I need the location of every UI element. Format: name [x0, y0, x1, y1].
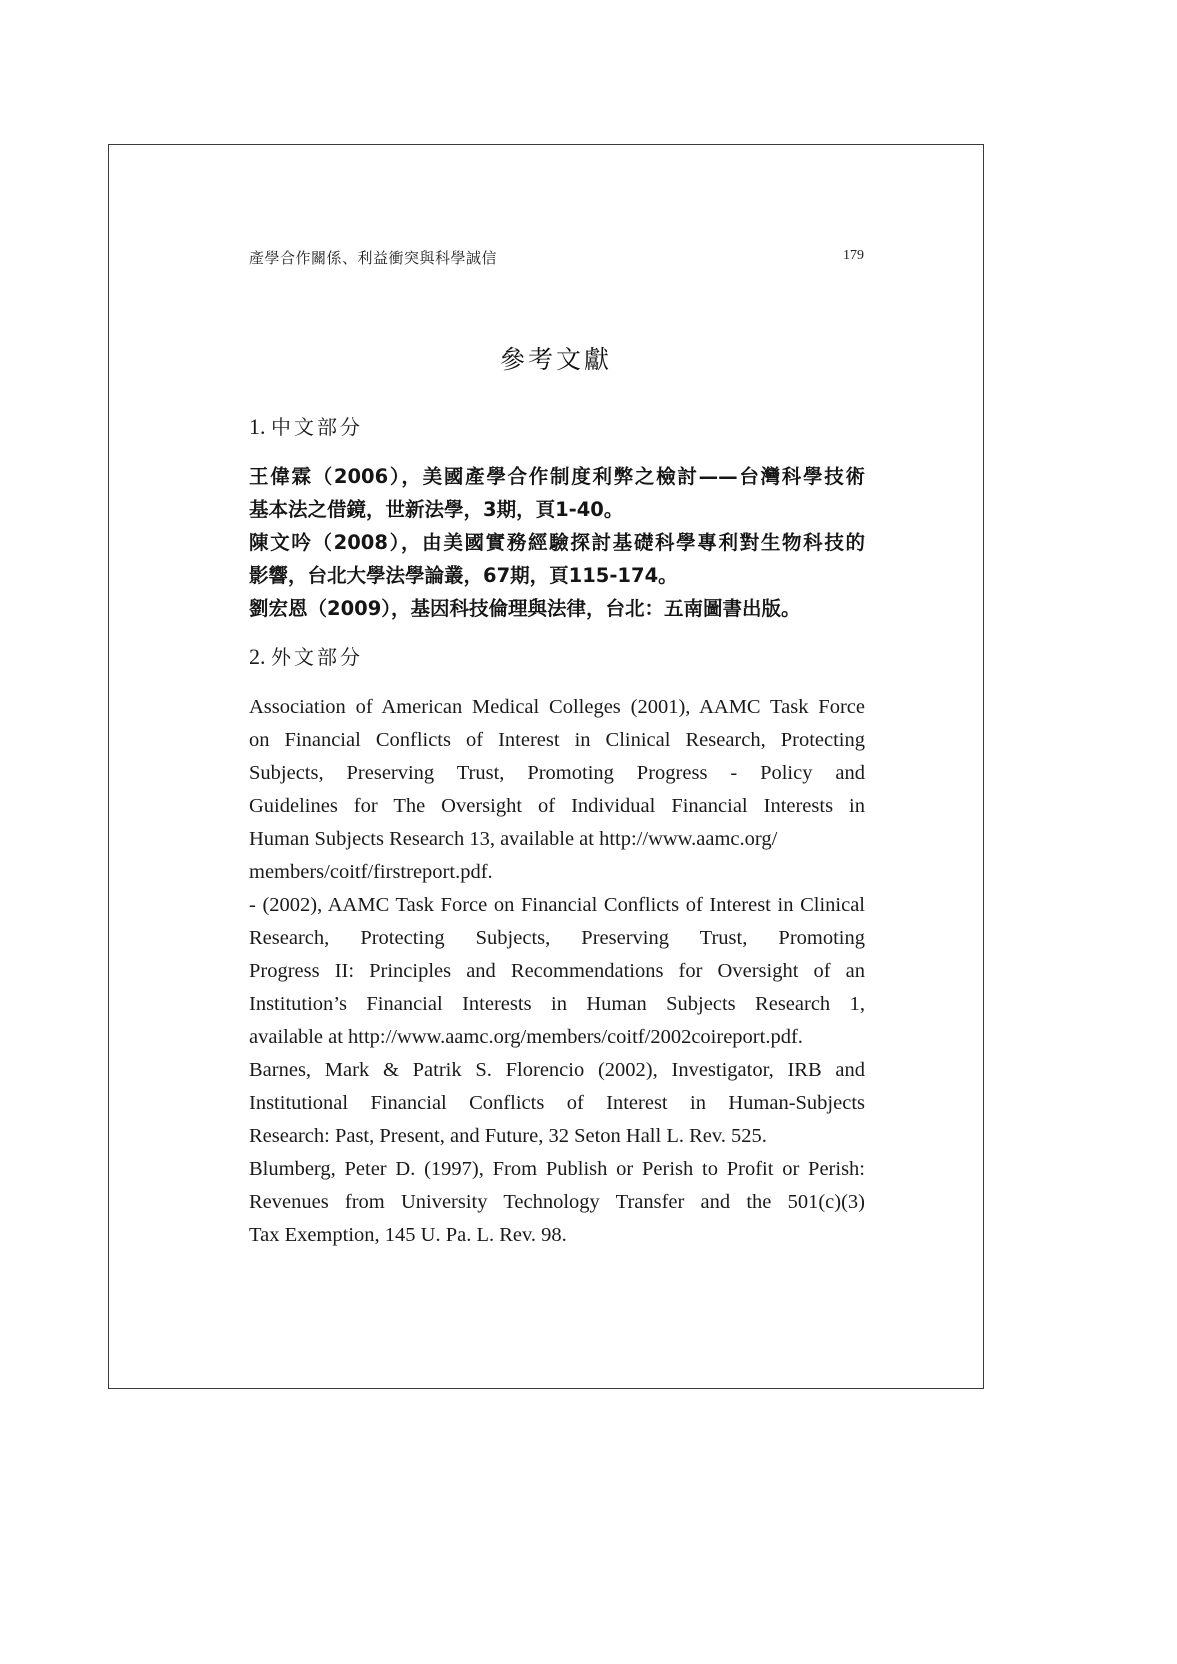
reference-line: Tax Exemption, 145 U. Pa. L. Rev. 98.	[249, 1224, 567, 1246]
reference-line: Barnes, Mark & Patrik S. Florencio (2002), Investigator, IRB and	[249, 1059, 865, 1081]
reference-line: Human Subjects Research 13, available at http://www.aamc.org/	[249, 828, 778, 850]
reference-line: Revenues from University Technology Transfer and the 501(c)(3)	[249, 1191, 865, 1213]
reference-item	[249, 526, 865, 592]
reference-line: on Financial Conflicts of Interest in Clinical Research, Protecting	[249, 729, 865, 751]
reference-line: members/coitf/firstreport.pdf.	[249, 861, 493, 883]
reference-line: - (2002), AAMC Task Force on Financial Conflicts of Interest in Clinical	[249, 894, 865, 916]
reference-item	[249, 592, 865, 625]
reference-line: 劉宏恩（2009），基因科技倫理與法律，台北：五南圖書出版。	[249, 597, 801, 620]
page-number: 179	[843, 248, 864, 263]
section-title: 外文部分	[271, 645, 363, 669]
section-number: 1.	[249, 414, 266, 439]
reference-item	[249, 460, 865, 526]
page-title: 參考文獻	[499, 345, 612, 374]
reference-line: 影響，台北大學法學論叢，67期，頁115-174。	[249, 564, 678, 587]
section-title: 中文部分	[271, 415, 363, 439]
reference-line: Institutional Financial Conflicts of Interest in Human-Subjects	[249, 1092, 865, 1114]
section-number: 2.	[249, 644, 266, 669]
reference-line: Subjects, Preserving Trust, Promoting Progress - Policy and	[249, 762, 865, 784]
reference-line: Institution’s Financial Interests in Human Subjects Research 1,	[249, 993, 865, 1015]
reference-line: available at http://www.aamc.org/members/coitf/2002coireport.pdf.	[249, 1026, 803, 1048]
reference-list-chinese	[249, 460, 865, 625]
reference-line: Progress II: Principles and Recommendations for Oversight of an	[249, 960, 865, 982]
reference-item	[249, 1153, 865, 1252]
reference-line: Guidelines for The Oversight of Individual Financial Interests in	[249, 795, 865, 817]
section-heading-chinese	[249, 411, 363, 440]
reference-item	[249, 691, 865, 889]
reference-line: Blumberg, Peter D. (1997), From Publish or Perish to Profit or Perish:	[249, 1158, 865, 1180]
reference-line: 王偉霖（2006），美國產學合作制度利弊之檢討——台灣科學技術	[249, 465, 865, 488]
section-heading-foreign	[249, 641, 363, 670]
running-header-title: 產學合作關係、利益衝突與科學誠信	[249, 249, 498, 267]
reference-line: 陳文吟（2008），由美國實務經驗探討基礎科學專利對生物科技的	[249, 531, 865, 554]
reference-item	[249, 889, 865, 1054]
reference-line: Association of American Medical Colleges (2001), AAMC Task Force	[249, 696, 865, 718]
reference-list-foreign	[249, 691, 865, 1252]
reference-line: Research: Past, Present, and Future, 32 Seton Hall L. Rev. 525.	[249, 1125, 767, 1147]
reference-item	[249, 1054, 865, 1153]
reference-line: 基本法之借鏡，世新法學，3期，頁1-40。	[249, 498, 624, 521]
reference-line: Research, Protecting Subjects, Preserving Trust, Promoting	[249, 927, 865, 949]
